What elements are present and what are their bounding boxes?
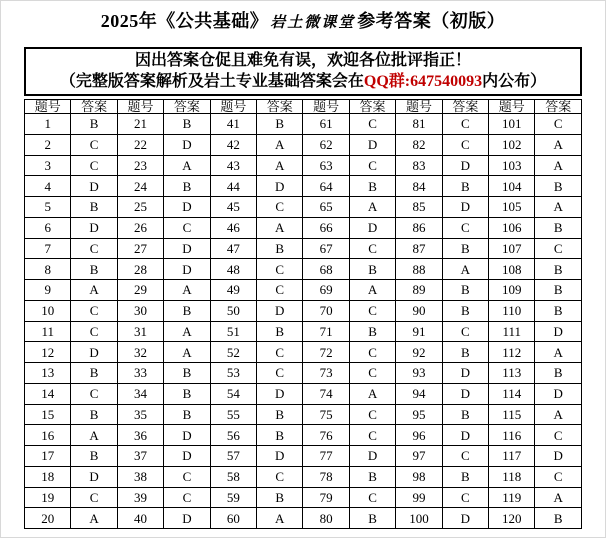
table-row [25, 134, 582, 155]
answer-cell: D [442, 508, 488, 529]
question-number-cell: 18 [25, 466, 71, 487]
question-number-cell: 27 [117, 238, 163, 259]
question-number-cell: 14 [25, 383, 71, 404]
question-number-cell: 105 [489, 197, 535, 218]
question-number-cell: 87 [396, 238, 442, 259]
question-number-cell: 90 [396, 300, 442, 321]
answer-cell: D [535, 321, 582, 342]
question-number-cell: 74 [303, 383, 349, 404]
question-number-header: 题号 [489, 100, 535, 114]
question-number-cell: 68 [303, 259, 349, 280]
question-number-cell: 64 [303, 176, 349, 197]
question-number-cell: 84 [396, 176, 442, 197]
notice-line2-suffix: 内公布） [482, 73, 547, 90]
answer-cell: A [535, 404, 582, 425]
answer-cell: B [442, 404, 488, 425]
answer-cell: B [442, 280, 488, 301]
question-number-cell: 25 [117, 197, 163, 218]
question-number-cell: 75 [303, 404, 349, 425]
question-number-cell: 41 [210, 114, 256, 135]
table-row [25, 487, 582, 508]
question-number-cell: 116 [489, 425, 535, 446]
answer-cell: C [349, 155, 395, 176]
question-number-cell: 89 [396, 280, 442, 301]
table-row [25, 466, 582, 487]
answer-cell: D [442, 425, 488, 446]
answer-cell: B [71, 259, 117, 280]
answer-header: 答案 [164, 100, 210, 114]
answer-cell: A [349, 383, 395, 404]
table-row [25, 176, 582, 197]
answer-cell: A [257, 155, 303, 176]
answer-cell: D [164, 134, 210, 155]
answer-cell: A [535, 342, 582, 363]
answer-cell: B [257, 487, 303, 508]
question-number-cell: 10 [25, 300, 71, 321]
answer-cell: B [71, 363, 117, 384]
question-number-cell: 45 [210, 197, 256, 218]
answer-cell: B [71, 114, 117, 135]
answer-cell: D [442, 383, 488, 404]
question-number-cell: 109 [489, 280, 535, 301]
answer-cell: D [349, 134, 395, 155]
question-number-cell: 67 [303, 238, 349, 259]
answer-cell: A [535, 487, 582, 508]
question-number-cell: 47 [210, 238, 256, 259]
question-number-cell: 59 [210, 487, 256, 508]
answer-cell: C [349, 425, 395, 446]
table-row [25, 238, 582, 259]
answer-cell: B [164, 176, 210, 197]
qq-group-number: QQ群:647540093 [363, 73, 483, 90]
answer-cell: A [349, 280, 395, 301]
title-suffix: 参考答案（初版） [357, 11, 506, 31]
answer-cell: B [257, 114, 303, 135]
table-row [25, 155, 582, 176]
answer-cell: B [257, 238, 303, 259]
question-number-cell: 73 [303, 363, 349, 384]
answer-cell: B [442, 300, 488, 321]
question-number-cell: 99 [396, 487, 442, 508]
answer-cell: B [442, 342, 488, 363]
answer-cell: C [71, 321, 117, 342]
answer-cell: B [349, 259, 395, 280]
answer-cell: A [164, 342, 210, 363]
title-brand: 岩土微课堂 [270, 15, 356, 31]
question-number-cell: 53 [210, 363, 256, 384]
question-number-cell: 15 [25, 404, 71, 425]
question-number-cell: 112 [489, 342, 535, 363]
question-number-cell: 48 [210, 259, 256, 280]
answer-cell: A [442, 259, 488, 280]
question-number-cell: 96 [396, 425, 442, 446]
answer-cell: C [257, 259, 303, 280]
answer-cell: C [442, 114, 488, 135]
question-number-cell: 82 [396, 134, 442, 155]
title-prefix: 2025年《公共基础》 [100, 11, 269, 31]
question-number-cell: 11 [25, 321, 71, 342]
page-title [1, 9, 605, 35]
question-number-cell: 88 [396, 259, 442, 280]
question-number-cell: 104 [489, 176, 535, 197]
answer-cell: C [442, 446, 488, 467]
answer-cell: B [442, 238, 488, 259]
answer-cell: A [164, 321, 210, 342]
answer-cell: B [257, 425, 303, 446]
question-number-cell: 66 [303, 217, 349, 238]
question-number-cell: 38 [117, 466, 163, 487]
question-number-cell: 79 [303, 487, 349, 508]
question-number-cell: 6 [25, 217, 71, 238]
answer-cell: B [164, 383, 210, 404]
answer-cell: A [71, 280, 117, 301]
answer-cell: D [442, 363, 488, 384]
answer-cell: A [164, 280, 210, 301]
notice-line-2 [26, 71, 580, 92]
question-number-header: 题号 [25, 100, 71, 114]
question-number-cell: 49 [210, 280, 256, 301]
table-row [25, 217, 582, 238]
question-number-cell: 97 [396, 446, 442, 467]
answer-cell: C [535, 425, 582, 446]
question-number-cell: 120 [489, 508, 535, 529]
answer-cell: C [71, 487, 117, 508]
answer-cell: B [535, 217, 582, 238]
answer-cell: B [349, 466, 395, 487]
question-number-cell: 118 [489, 466, 535, 487]
question-number-cell: 34 [117, 383, 163, 404]
question-number-cell: 31 [117, 321, 163, 342]
question-number-cell: 108 [489, 259, 535, 280]
question-number-cell: 9 [25, 280, 71, 301]
answer-cell: C [257, 197, 303, 218]
table-row [25, 114, 582, 135]
table-row [25, 363, 582, 384]
answer-cell: B [71, 197, 117, 218]
question-number-cell: 113 [489, 363, 535, 384]
question-number-cell: 52 [210, 342, 256, 363]
question-number-header: 题号 [303, 100, 349, 114]
question-number-cell: 92 [396, 342, 442, 363]
answer-cell: D [71, 217, 117, 238]
answer-cell: D [164, 425, 210, 446]
question-number-cell: 77 [303, 446, 349, 467]
answer-cell: D [164, 508, 210, 529]
answer-cell: C [257, 363, 303, 384]
question-number-cell: 100 [396, 508, 442, 529]
question-number-cell: 36 [117, 425, 163, 446]
answer-cell: D [442, 197, 488, 218]
answer-cell: B [535, 280, 582, 301]
answer-cell: C [349, 363, 395, 384]
question-number-cell: 56 [210, 425, 256, 446]
question-number-cell: 110 [489, 300, 535, 321]
answer-cell: C [349, 342, 395, 363]
question-number-cell: 60 [210, 508, 256, 529]
question-number-cell: 28 [117, 259, 163, 280]
question-number-cell: 4 [25, 176, 71, 197]
answer-cell: B [535, 508, 582, 529]
notice-box [24, 47, 582, 96]
answer-cell: C [442, 217, 488, 238]
table-row [25, 383, 582, 404]
question-number-cell: 93 [396, 363, 442, 384]
question-number-cell: 50 [210, 300, 256, 321]
question-number-cell: 107 [489, 238, 535, 259]
question-number-cell: 17 [25, 446, 71, 467]
answer-cell: D [349, 446, 395, 467]
answer-cell: B [535, 300, 582, 321]
question-number-cell: 78 [303, 466, 349, 487]
question-number-cell: 8 [25, 259, 71, 280]
question-number-cell: 91 [396, 321, 442, 342]
question-number-cell: 16 [25, 425, 71, 446]
question-number-cell: 71 [303, 321, 349, 342]
question-number-cell: 65 [303, 197, 349, 218]
answer-cell: B [442, 176, 488, 197]
answer-cell: C [442, 487, 488, 508]
question-number-cell: 40 [117, 508, 163, 529]
question-number-cell: 2 [25, 134, 71, 155]
question-number-cell: 46 [210, 217, 256, 238]
answer-cell: D [535, 383, 582, 404]
question-number-cell: 80 [303, 508, 349, 529]
question-number-cell: 81 [396, 114, 442, 135]
question-number-cell: 39 [117, 487, 163, 508]
answer-cell: B [164, 404, 210, 425]
answer-header: 答案 [442, 100, 488, 114]
question-number-cell: 95 [396, 404, 442, 425]
answer-cell: B [535, 363, 582, 384]
question-number-cell: 119 [489, 487, 535, 508]
answer-cell: D [164, 197, 210, 218]
answer-cell: A [257, 217, 303, 238]
answer-cell: C [349, 404, 395, 425]
question-number-cell: 42 [210, 134, 256, 155]
answer-cell: C [71, 300, 117, 321]
question-number-cell: 94 [396, 383, 442, 404]
answer-cell: C [535, 238, 582, 259]
answer-cell: A [535, 197, 582, 218]
question-number-cell: 37 [117, 446, 163, 467]
answer-cell: D [442, 155, 488, 176]
answer-cell: D [257, 300, 303, 321]
answer-cell: C [164, 217, 210, 238]
table-row [25, 404, 582, 425]
answer-cell: A [257, 508, 303, 529]
question-number-cell: 70 [303, 300, 349, 321]
question-number-cell: 115 [489, 404, 535, 425]
answer-cell: D [535, 446, 582, 467]
question-number-cell: 5 [25, 197, 71, 218]
answer-cell: D [71, 466, 117, 487]
question-number-cell: 7 [25, 238, 71, 259]
question-number-cell: 22 [117, 134, 163, 155]
answer-cell: B [535, 259, 582, 280]
answer-cell: C [349, 487, 395, 508]
answer-cell: C [164, 466, 210, 487]
answer-cell: C [257, 342, 303, 363]
question-number-cell: 61 [303, 114, 349, 135]
answer-cell: B [535, 176, 582, 197]
answer-cell: A [164, 155, 210, 176]
answer-cell: B [349, 321, 395, 342]
answer-cell: D [257, 176, 303, 197]
answer-cell: D [349, 217, 395, 238]
question-number-cell: 102 [489, 134, 535, 155]
question-number-cell: 69 [303, 280, 349, 301]
answer-cell: C [535, 114, 582, 135]
question-number-header: 题号 [396, 100, 442, 114]
answer-header: 答案 [535, 100, 582, 114]
question-number-cell: 33 [117, 363, 163, 384]
table-row [25, 508, 582, 529]
table-row [25, 280, 582, 301]
answer-cell: C [349, 300, 395, 321]
notice-line-1: 因出答案仓促且难免有误，欢迎各位批评指正！ [134, 52, 471, 69]
answer-cell: D [71, 176, 117, 197]
answer-cell: B [349, 176, 395, 197]
answer-cell: C [442, 134, 488, 155]
question-number-cell: 43 [210, 155, 256, 176]
answer-cell: C [164, 487, 210, 508]
question-number-cell: 19 [25, 487, 71, 508]
answer-cell: D [71, 342, 117, 363]
answer-cell: A [71, 425, 117, 446]
question-number-cell: 101 [489, 114, 535, 135]
answer-cell: B [164, 300, 210, 321]
question-number-cell: 85 [396, 197, 442, 218]
question-number-cell: 72 [303, 342, 349, 363]
answer-cell: A [535, 155, 582, 176]
answer-cell: B [71, 446, 117, 467]
question-number-header: 题号 [117, 100, 163, 114]
answer-cell: B [257, 321, 303, 342]
question-number-cell: 111 [489, 321, 535, 342]
answer-cell: A [71, 508, 117, 529]
table-row [25, 300, 582, 321]
answer-cell: C [349, 238, 395, 259]
question-number-cell: 98 [396, 466, 442, 487]
answer-cell: D [257, 446, 303, 467]
question-number-cell: 114 [489, 383, 535, 404]
answer-cell: B [257, 404, 303, 425]
answer-cell: C [71, 238, 117, 259]
answer-cell: A [535, 134, 582, 155]
answer-cell: B [71, 404, 117, 425]
answer-cell: C [71, 134, 117, 155]
question-number-header: 题号 [210, 100, 256, 114]
question-number-cell: 117 [489, 446, 535, 467]
question-number-cell: 51 [210, 321, 256, 342]
question-number-cell: 29 [117, 280, 163, 301]
question-number-cell: 103 [489, 155, 535, 176]
question-number-cell: 83 [396, 155, 442, 176]
question-number-cell: 35 [117, 404, 163, 425]
table-header-row [25, 100, 582, 114]
answer-header: 答案 [349, 100, 395, 114]
answer-cell: B [349, 508, 395, 529]
question-number-cell: 13 [25, 363, 71, 384]
answer-table-body [25, 114, 582, 529]
answer-cell: C [257, 466, 303, 487]
question-number-cell: 23 [117, 155, 163, 176]
answer-cell: B [164, 363, 210, 384]
table-row [25, 425, 582, 446]
question-number-cell: 54 [210, 383, 256, 404]
answer-cell: C [442, 321, 488, 342]
answer-cell: C [257, 280, 303, 301]
question-number-cell: 44 [210, 176, 256, 197]
answer-cell: D [257, 383, 303, 404]
answer-cell: C [535, 466, 582, 487]
question-number-cell: 62 [303, 134, 349, 155]
answer-header: 答案 [71, 100, 117, 114]
table-row [25, 259, 582, 280]
table-row [25, 446, 582, 467]
answer-cell: D [164, 238, 210, 259]
table-row [25, 342, 582, 363]
question-number-cell: 3 [25, 155, 71, 176]
answer-cell: B [442, 466, 488, 487]
question-number-cell: 32 [117, 342, 163, 363]
question-number-cell: 86 [396, 217, 442, 238]
question-number-cell: 30 [117, 300, 163, 321]
answer-cell: C [349, 114, 395, 135]
answer-cell: B [164, 114, 210, 135]
question-number-cell: 106 [489, 217, 535, 238]
question-number-cell: 55 [210, 404, 256, 425]
answer-cell: C [71, 155, 117, 176]
answer-table-head [25, 100, 582, 114]
question-number-cell: 12 [25, 342, 71, 363]
question-number-cell: 20 [25, 508, 71, 529]
answer-cell: A [257, 134, 303, 155]
answer-cell: D [164, 446, 210, 467]
answer-header: 答案 [257, 100, 303, 114]
question-number-cell: 1 [25, 114, 71, 135]
answer-cell: C [71, 383, 117, 404]
question-number-cell: 24 [117, 176, 163, 197]
table-row [25, 197, 582, 218]
answer-cell: A [349, 197, 395, 218]
answer-table [24, 99, 582, 529]
question-number-cell: 26 [117, 217, 163, 238]
notice-line2-prefix: （完整版答案解析及岩土专业基础答案会在 [59, 73, 364, 90]
question-number-cell: 63 [303, 155, 349, 176]
question-number-cell: 21 [117, 114, 163, 135]
question-number-cell: 58 [210, 466, 256, 487]
question-number-cell: 76 [303, 425, 349, 446]
answer-cell: D [164, 259, 210, 280]
table-row [25, 321, 582, 342]
question-number-cell: 57 [210, 446, 256, 467]
